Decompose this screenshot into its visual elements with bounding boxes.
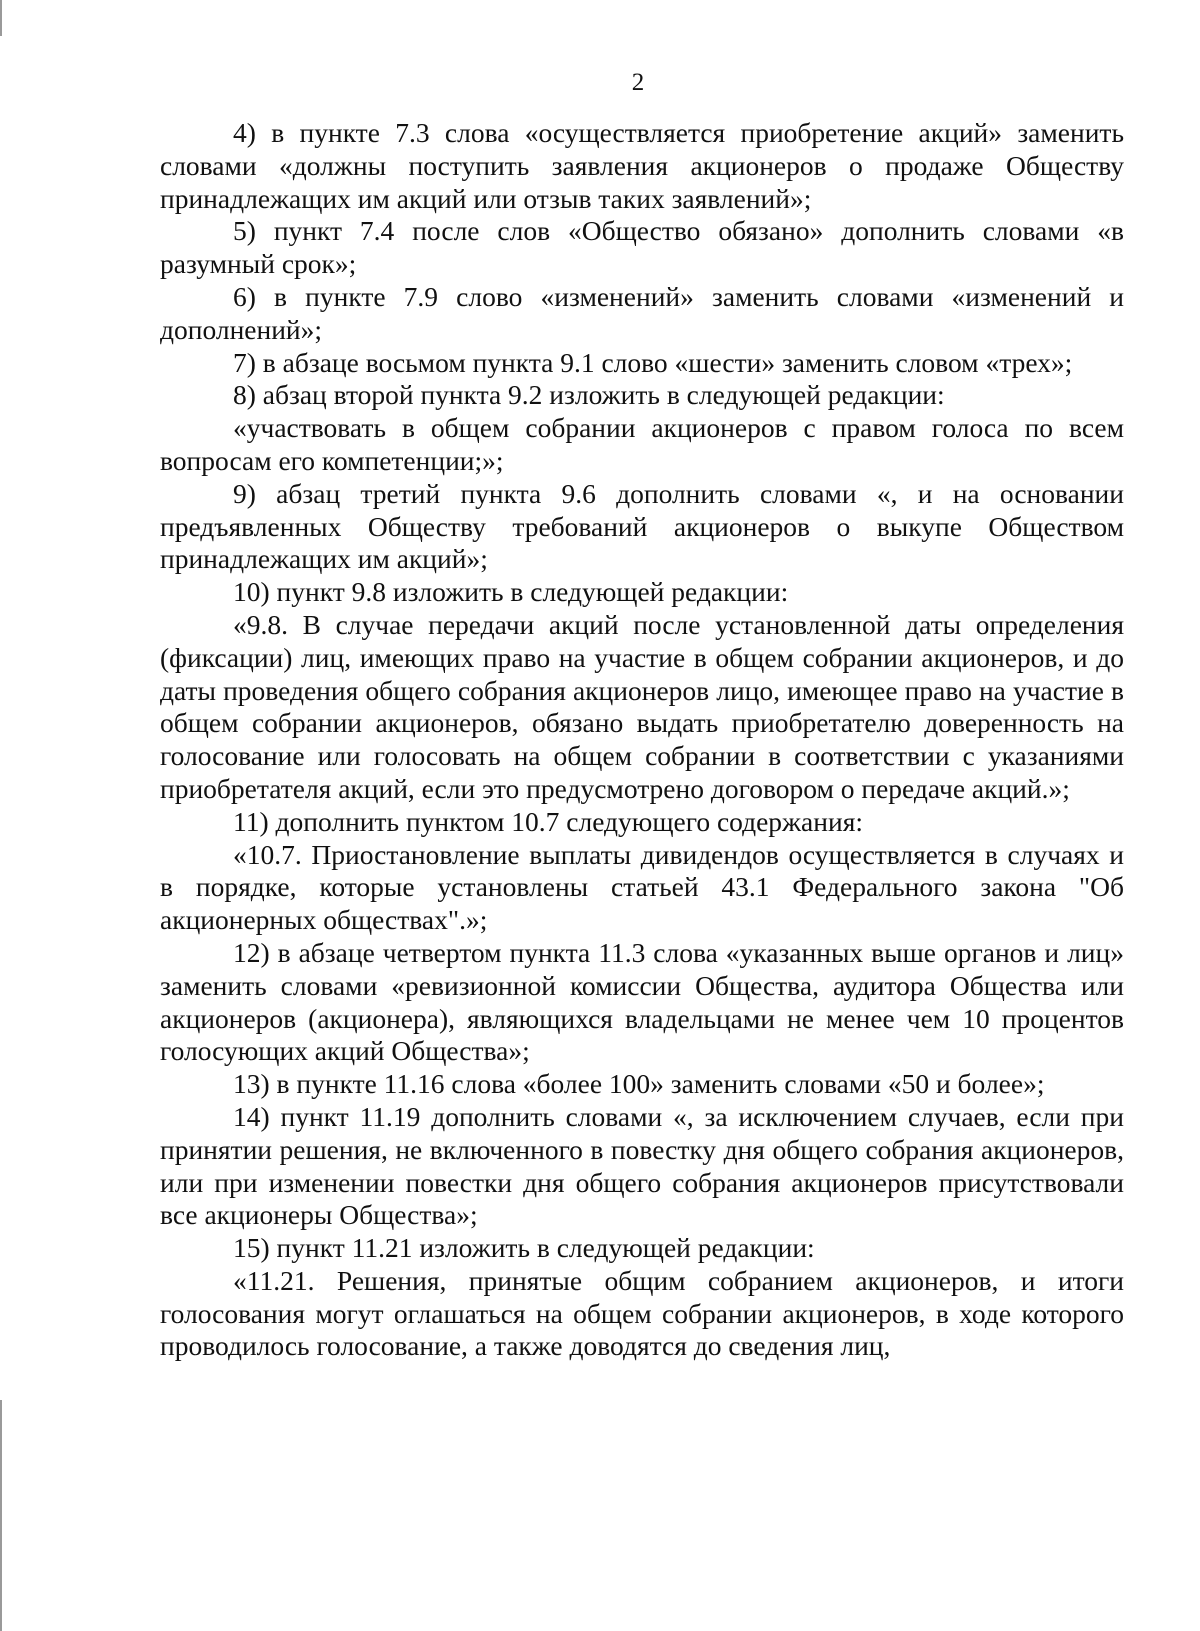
paragraph-item-13: 13) в пункте 11.16 слова «более 100» заменить словами «50 и более»; [233,1068,1045,1100]
page-number: 2 [631,69,645,96]
paragraph-item-10: 10) пункт 9.8 изложить в следующей редакции: [233,576,789,608]
paragraph-item-11: 11) дополнить пунктом 10.7 следующего содержания: [233,805,863,837]
paragraph-item-5: 5) пункт 7.4 после слов «Общество обязано» дополнить словами «в разумный срок»; [160,215,1124,280]
document-body [160,117,1124,1363]
quoted-text-11-21: «11.21. Решения, принятые общим собранием акционеров, и итоги голосования могут оглашаться на общем собрании акционеров, в ходе которого проводилось голосование, а также доводятся до сведения лиц, [160,1264,1124,1362]
paragraph-item-12: 12) в абзаце четвертом пункта 11.3 слова «указанных выше органов и лиц» заменить словами «ревизионной комиссии Общества, аудитора Общества или акционеров (акционера), являющихся владельцами не менее чем 10 процентов голосующих акций Общества»; [160,936,1124,1067]
paragraph-item-9: 9) абзац третий пункта 9.6 дополнить словами «, и на основании предъявленных Обществу требований акционеров о выкупе Обществом принадлежащих им акций»; [160,477,1124,575]
paragraph-item-7: 7) в абзаце восьмом пункта 9.1 слово «шести» заменить словом «трех»; [233,346,1073,378]
quoted-text-9-8: «9.8. В случае передачи акций после установленной даты определения (фиксации) лиц, имеющих право на участие в общем собрании акционеров, и до даты проведения общего собрания акционеров лицо, имеющее право на участие в общем собрании акционеров, обязано выдать приобретателю доверенность на голосование или голосовать на общем собрании в соответствии с указаниями приобретателя акций, если это предусмотрено договором о передаче акций.»; [160,608,1124,804]
scan-edge-mark-bottom [0,1400,2,1631]
scan-edge-mark-top [0,0,2,36]
paragraph-item-14: 14) пункт 11.19 дополнить словами «, за исключением случаев, если при принятии решения, не включенного в повестку дня общего собрания акционеров, или при изменении повестки дня общего собрания акционеров присутствовали все акционеры Общества»; [160,1100,1124,1231]
quoted-text-9-2: «участвовать в общем собрании акционеров с правом голоса по всем вопросам его компетенции;»; [160,412,1124,476]
paragraph-item-8: 8) абзац второй пункта 9.2 изложить в следующей редакции: [233,379,945,411]
quoted-text-10-7: «10.7. Приостановление выплаты дивидендов осуществляется в случаях и в порядке, которые установлены статьей 43.1 Федерального закона "Об акционерных обществах".»; [160,838,1124,936]
paragraph-item-15: 15) пункт 11.21 изложить в следующей редакции: [233,1232,815,1264]
paragraph-item-4: 4) в пункте 7.3 слова «осуществляется приобретение акций» заменить словами «должны поступить заявления акционеров о продаже Обществу принадлежащих им акций или отзыв таких заявлений»; [160,117,1124,214]
paragraph-item-6: 6) в пункте 7.9 слово «изменений» заменить словами «изменений и дополнений»; [160,280,1124,345]
